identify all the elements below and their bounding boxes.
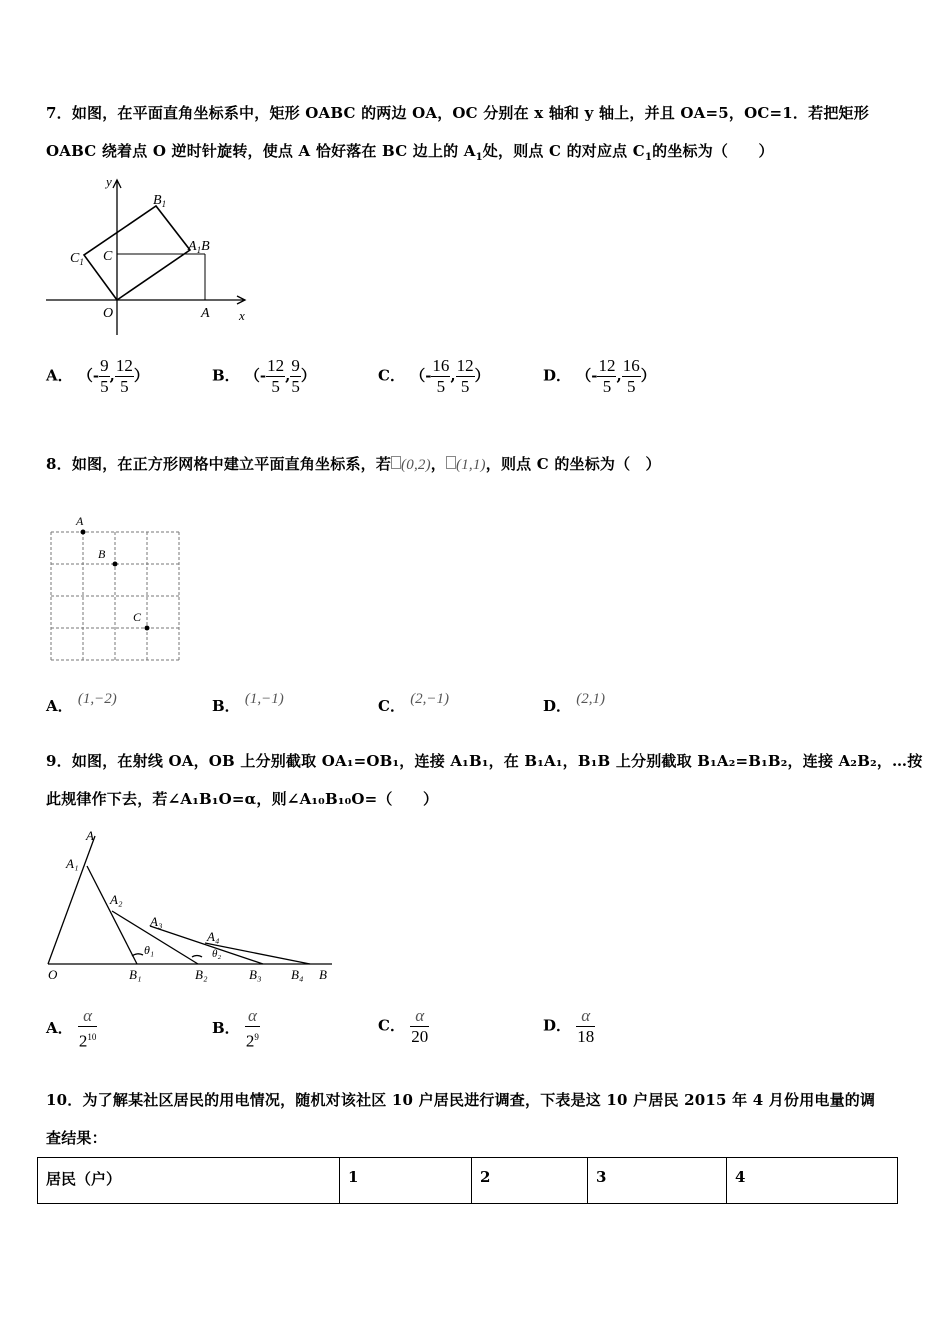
q7-option-d[interactable]: D． （- $\frac{12}{5}$ , $\frac{16}{5}$ ） [543, 356, 656, 396]
svg-text:C: C [103, 249, 113, 264]
table-header-cell: 居民（户） [38, 1158, 340, 1204]
q8-option-a[interactable]: A． (1,−2) [46, 691, 117, 715]
q7-text-line1: 7．如图，在平面直角坐标系中，矩形 OABC 的两边 OA，OC 分别在 x 轴和 y 轴上，并且 OA=5，OC=1．若把矩形 [46, 104, 869, 122]
svg-text:x: x [239, 308, 245, 323]
svg-text:y: y [106, 174, 112, 189]
svg-text:A₁: A₁ [66, 856, 79, 871]
svg-text:θ₂: θ₂ [212, 948, 222, 960]
svg-text:B₄: B₄ [291, 967, 304, 982]
table-cell: 3 [588, 1158, 727, 1204]
q8-option-d[interactable]: D． (2,1) [543, 691, 605, 715]
svg-text:A: A [76, 514, 84, 528]
q7-figure [40, 170, 260, 340]
table-cell: 2 [472, 1158, 588, 1204]
q8-option-b[interactable]: B． (1,−1) [212, 691, 284, 715]
svg-text:B₂: B₂ [195, 967, 208, 982]
svg-text:A₂: A₂ [110, 892, 123, 907]
q9-option-b[interactable]: B． $\frac{\alpha}{2^9}$ [212, 1006, 259, 1051]
q10-data-table [37, 1157, 898, 1204]
q9-option-c[interactable]: C． $\frac{\alpha}{20}$ [378, 1006, 429, 1046]
svg-text:B1: $B_1$ [153, 193, 167, 209]
q10-text-line2: 查结果： [46, 1129, 107, 1147]
svg-text:A₃: A₃ [150, 914, 163, 929]
svg-text:B: B [98, 547, 106, 561]
table-cell: 4 [727, 1158, 898, 1204]
q7-text-line2: OABC 绕着点 O 逆时针旋转，使点 A 恰好落在 BC 边上的 $A_1$处，则点 C 的对应点 $C_1$的坐标为（ ） [46, 142, 774, 163]
q9-text-line1: 9．如图，在射线 OA，OB 上分别截取 OA₁=OB₁，连接 A₁B₁，在 B₁A₁，B₁B 上分别截取 B₁A₂=B₁B₂，连接 A₂B₂，…按 [46, 752, 923, 770]
svg-text:B₃: B₃ [249, 967, 262, 982]
svg-text:C: C [133, 610, 142, 624]
svg-text:O: O [103, 306, 114, 321]
q9-text-line2: 此规律作下去，若∠A₁B₁O=α，则∠A₁₀B₁₀O=（ ） [46, 790, 439, 808]
svg-text:θ₁: θ₁ [144, 943, 155, 957]
q8-text: 8．如图，在正方形网格中建立平面直角坐标系，若 (0,2)， (1,1)，则点 C 的坐标为（ ） [46, 455, 661, 473]
svg-text:A: A [201, 306, 210, 321]
table-row [38, 1158, 898, 1204]
svg-text:B: B [319, 967, 327, 982]
q8-option-c[interactable]: C． (2,−1) [378, 691, 450, 715]
q9-option-d[interactable]: D． $\frac{\alpha}{18}$ [543, 1006, 595, 1046]
svg-text:O: O [48, 967, 58, 982]
q10-text-line1: 10．为了解某社区居民的用电情况，随机对该社区 10 户居民进行调查，下表是这 10 户居民 2015 年 4 月份用电量的调 [46, 1091, 876, 1109]
q7-option-a[interactable]: A． （- $\frac{9}{5}$ , $\frac{12}{5}$ ） [46, 356, 149, 396]
svg-text:A1B: $A_1B$ [188, 239, 210, 255]
svg-text:C1: $C_1$ [70, 251, 84, 267]
svg-text:A₄: A₄ [207, 929, 220, 944]
q9-figure [40, 826, 335, 988]
q8-grid-figure [45, 512, 185, 667]
q7-option-b[interactable]: B． （- $\frac{12}{5}$ , $\frac{9}{5}$ ） [212, 356, 316, 396]
q9-option-a[interactable]: A． $\frac{\alpha}{2^{10}}$ [46, 1006, 97, 1051]
table-cell: 1 [340, 1158, 472, 1204]
svg-text:B₁: B₁ [129, 967, 142, 982]
svg-text:A: A [86, 828, 94, 843]
q7-option-c[interactable]: C． （- $\frac{16}{5}$ , $\frac{12}{5}$ ） [378, 356, 490, 396]
